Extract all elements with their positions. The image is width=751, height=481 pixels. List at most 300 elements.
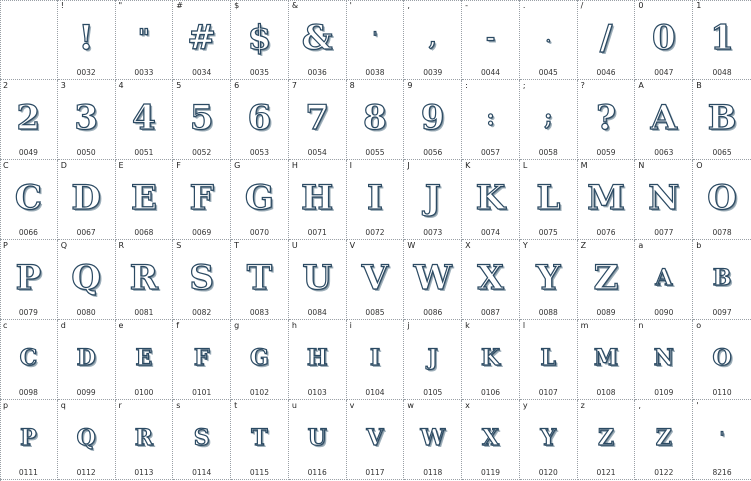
glyph-code-label: 0081 — [134, 308, 154, 317]
glyph-render: R — [134, 425, 154, 451]
glyph-code-label: 0089 — [596, 308, 616, 317]
glyph-cell[interactable] — [231, 240, 289, 320]
glyph-char-label: " — [118, 1, 123, 10]
glyph-cell[interactable] — [347, 400, 405, 480]
glyph-code-label: 0054 — [307, 148, 327, 157]
glyph-cell[interactable] — [693, 320, 751, 400]
glyph-code-label: 0084 — [307, 308, 327, 317]
glyph-render: W — [413, 258, 452, 298]
glyph-render: D — [71, 178, 101, 218]
glyph-cell[interactable] — [520, 0, 578, 80]
glyph-cell[interactable] — [520, 400, 578, 480]
glyph-code-label: 0086 — [423, 308, 443, 317]
glyph-render: # — [187, 18, 216, 58]
glyph-code-label: 0087 — [480, 308, 501, 317]
glyph-code-label: 0044 — [480, 68, 501, 77]
glyph-code-label: 0076 — [596, 228, 616, 237]
glyph-char-label: L — [522, 161, 528, 170]
glyph-char-label: 1 — [696, 1, 702, 10]
glyph-cell[interactable] — [116, 320, 174, 400]
glyph-render — [0, 11, 57, 65]
glyph-char-label: ; — [522, 81, 526, 90]
glyph-char-label: M — [580, 161, 588, 170]
glyph-render: Y — [536, 258, 561, 298]
glyph-render: K — [475, 178, 506, 218]
glyph-char-label: c — [3, 321, 8, 330]
glyph-code-label: 0103 — [307, 388, 327, 397]
glyph-code-label: 0039 — [423, 68, 443, 77]
glyph-render: ' — [719, 430, 725, 446]
glyph-code-label: 0097 — [712, 308, 732, 317]
glyph-render: Z — [655, 425, 672, 451]
glyph-char-label: I — [349, 161, 352, 170]
glyph-cell[interactable] — [347, 160, 405, 240]
glyph-render: $ — [247, 18, 272, 58]
glyph-cell[interactable] — [173, 80, 231, 160]
glyph-code-label: 0100 — [134, 388, 154, 397]
glyph-cell[interactable] — [347, 0, 405, 80]
glyph-cell[interactable] — [635, 400, 693, 480]
glyph-cell[interactable] — [347, 240, 405, 320]
glyph-char-label: E — [118, 161, 124, 170]
glyph-char-label: Q — [60, 241, 68, 250]
glyph-char-label: C — [3, 161, 9, 170]
glyph-render: N — [648, 178, 680, 218]
glyph-char-label: 3 — [60, 81, 66, 90]
glyph-cell[interactable] — [404, 320, 462, 400]
glyph-char-label: & — [291, 1, 299, 10]
glyph-cell[interactable] — [347, 80, 405, 160]
glyph-cell[interactable] — [58, 240, 116, 320]
glyph-code-label: 0069 — [192, 228, 212, 237]
glyph-cell[interactable] — [0, 320, 58, 400]
glyph-char-label: m — [580, 321, 589, 330]
glyph-render: Z — [598, 425, 615, 451]
glyph-cell[interactable] — [58, 0, 116, 80]
glyph-cell[interactable] — [693, 80, 751, 160]
glyph-code-label: 0052 — [192, 148, 212, 157]
glyph-render: X — [477, 258, 504, 298]
glyph-code-label: 0080 — [76, 308, 96, 317]
glyph-char-label: d — [60, 321, 66, 330]
glyph-render: Z — [593, 258, 619, 298]
glyph-render: B — [712, 265, 732, 291]
glyph-char-label: O — [696, 161, 703, 170]
glyph-char-label: l — [522, 321, 526, 330]
glyph-char-label: x — [465, 401, 470, 410]
glyph-cell[interactable] — [289, 240, 347, 320]
glyph-code-label: 0106 — [480, 388, 501, 397]
glyph-char-label: b — [696, 241, 702, 250]
glyph-cell[interactable] — [231, 320, 289, 400]
glyph-render: X — [481, 425, 500, 451]
glyph-code-label: 0120 — [538, 468, 558, 477]
glyph-cell[interactable] — [693, 160, 751, 240]
glyph-char-label: . — [522, 1, 526, 10]
glyph-cell[interactable] — [116, 0, 174, 80]
glyph-char-label: W — [407, 241, 416, 250]
glyph-char-label: v — [349, 401, 355, 410]
glyph-code-label: 0033 — [134, 68, 154, 77]
glyph-char-label: a — [638, 241, 644, 250]
glyph-char-label: - — [465, 1, 469, 10]
glyph-code-label: 0072 — [365, 228, 385, 237]
glyph-render: ' — [372, 30, 378, 46]
glyph-cell[interactable] — [404, 80, 462, 160]
glyph-cell[interactable] — [231, 0, 289, 80]
glyph-code-label: 0117 — [365, 468, 385, 477]
glyph-cell[interactable] — [289, 320, 347, 400]
glyph-char-label: Y — [522, 241, 528, 250]
glyph-char-label: 0 — [638, 1, 644, 10]
glyph-cell[interactable] — [462, 80, 520, 160]
glyph-code-label: 0116 — [307, 468, 327, 477]
glyph-char-label: 2 — [3, 81, 9, 90]
glyph-cell[interactable] — [578, 320, 636, 400]
glyph-cell[interactable] — [58, 160, 116, 240]
glyph-char-label: D — [60, 161, 67, 170]
glyph-code-label: 0099 — [76, 388, 96, 397]
glyph-code-label: 0090 — [654, 308, 674, 317]
glyph-render: W — [420, 425, 446, 451]
glyph-code-label: 0088 — [538, 308, 558, 317]
glyph-code-label: 0101 — [192, 388, 212, 397]
glyph-cell[interactable] — [231, 80, 289, 160]
glyph-code-label: 8216 — [712, 468, 732, 477]
glyph-render: 1 — [710, 18, 734, 58]
glyph-char-label: U — [291, 241, 298, 250]
glyph-code-label: 0077 — [654, 228, 674, 237]
glyph-char-label: T — [234, 241, 239, 250]
glyph-render: V — [361, 258, 389, 298]
glyph-render: 0 — [651, 18, 676, 58]
glyph-render: 3 — [74, 98, 98, 138]
glyph-char-label: t — [234, 401, 238, 410]
glyph-cell[interactable] — [520, 320, 578, 400]
glyph-render: J — [424, 178, 441, 218]
glyph-render: 8 — [363, 98, 387, 138]
glyph-cell[interactable] — [58, 80, 116, 160]
glyph-char-label: i — [349, 321, 352, 330]
glyph-cell[interactable] — [0, 400, 58, 480]
glyph-render: / — [599, 18, 613, 58]
glyph-cell[interactable] — [116, 400, 174, 480]
glyph-code-label: 0114 — [192, 468, 212, 477]
glyph-code-label: 0085 — [365, 308, 385, 317]
glyph-cell[interactable] — [635, 160, 693, 240]
glyph-char-label: g — [234, 321, 240, 330]
glyph-code-label: 0105 — [423, 388, 443, 397]
glyph-render: Q — [71, 258, 101, 298]
glyph-code-label: 0082 — [192, 308, 212, 317]
glyph-render: " — [138, 25, 150, 51]
glyph-render: V — [366, 425, 384, 451]
glyph-cell[interactable] — [0, 80, 58, 160]
glyph-cell[interactable] — [578, 400, 636, 480]
glyph-char-label: G — [234, 161, 241, 170]
glyph-code-label: 0107 — [538, 388, 558, 397]
glyph-cell[interactable] — [289, 400, 347, 480]
glyph-render: , — [428, 25, 437, 51]
glyph-char-label: A — [638, 81, 644, 90]
glyph-render: A — [655, 265, 673, 291]
glyph-cell[interactable] — [0, 160, 58, 240]
glyph-code-label: 0122 — [654, 468, 674, 477]
glyph-render: F — [193, 345, 210, 371]
glyph-code-label: 0057 — [480, 148, 501, 157]
glyph-char-label: B — [696, 81, 702, 90]
glyph-code-label: 0049 — [18, 148, 38, 157]
glyph-render: 5 — [189, 98, 214, 138]
glyph-render: E — [130, 178, 157, 218]
glyph-char-label: R — [118, 241, 125, 250]
glyph-render: H — [301, 178, 334, 218]
glyph-char-label: S — [176, 241, 182, 250]
glyph-code-label: 0055 — [365, 148, 385, 157]
glyph-render: . — [545, 30, 551, 46]
glyph-render: P — [15, 258, 42, 298]
glyph-code-label: 0078 — [712, 228, 732, 237]
glyph-cell[interactable] — [520, 160, 578, 240]
glyph-code-label: 0074 — [480, 228, 501, 237]
glyph-char-label: ' — [349, 1, 352, 10]
glyph-cell[interactable] — [462, 400, 520, 480]
glyph-code-label: 0046 — [596, 68, 616, 77]
glyph-char-label: 7 — [291, 81, 297, 90]
glyph-render: I — [367, 178, 383, 218]
glyph-code-label: 0121 — [596, 468, 616, 477]
glyph-render: T — [251, 425, 268, 451]
glyph-render: C — [14, 178, 42, 218]
glyph-code-label: 0108 — [596, 388, 616, 397]
glyph-cell[interactable] — [404, 0, 462, 80]
glyph-render: : — [486, 105, 495, 131]
glyph-render: & — [301, 18, 333, 58]
glyph-cell[interactable] — [116, 240, 174, 320]
glyph-code-label: 0051 — [134, 148, 154, 157]
glyph-code-label: 0056 — [423, 148, 443, 157]
glyph-render: ? — [596, 98, 616, 138]
glyph-char-label: J — [407, 161, 410, 170]
glyph-char-label: z — [580, 401, 585, 410]
glyph-char-label: f — [176, 321, 180, 330]
glyph-cell[interactable] — [347, 320, 405, 400]
glyph-cell[interactable] — [635, 320, 693, 400]
glyph-cell[interactable] — [462, 320, 520, 400]
glyph-render: T — [246, 258, 273, 298]
glyph-cell[interactable] — [404, 400, 462, 480]
glyph-render: U — [302, 258, 333, 298]
glyph-cell[interactable] — [693, 400, 751, 480]
glyph-render: D — [76, 345, 96, 371]
glyph-code-label: 0068 — [134, 228, 154, 237]
glyph-code-label: 0073 — [423, 228, 443, 237]
glyph-render: I — [369, 345, 381, 371]
glyph-char-label: 8 — [349, 81, 355, 90]
glyph-render: R — [129, 258, 159, 298]
glyph-char-label: 5 — [176, 81, 182, 90]
glyph-char-label: h — [291, 321, 297, 330]
glyph-cell[interactable] — [462, 0, 520, 80]
glyph-char-label: 4 — [118, 81, 124, 90]
glyph-code-label: 0110 — [712, 388, 732, 397]
glyph-char-label: # — [176, 1, 183, 10]
glyph-char-label: s — [176, 401, 181, 410]
glyph-code-label: 0066 — [18, 228, 38, 237]
glyph-render: ! — [78, 18, 94, 58]
glyph-char-label: / — [580, 1, 584, 10]
glyph-char-label: V — [349, 241, 356, 250]
glyph-char-label: u — [291, 401, 297, 410]
glyph-render: Y — [540, 425, 557, 451]
glyph-render: 6 — [247, 98, 272, 138]
glyph-cell[interactable] — [289, 0, 347, 80]
glyph-code-label: 0045 — [538, 68, 558, 77]
glyph-cell[interactable] — [578, 160, 636, 240]
glyph-code-label: 0113 — [134, 468, 154, 477]
glyph-render: ; — [544, 105, 553, 131]
glyph-char-label: H — [291, 161, 298, 170]
glyph-cell[interactable] — [231, 160, 289, 240]
glyph-render: 4 — [132, 98, 156, 138]
glyph-code-label: 0059 — [596, 148, 616, 157]
glyph-render: O — [707, 178, 737, 218]
glyph-code-label: 0058 — [538, 148, 558, 157]
glyph-render: G — [250, 345, 269, 371]
glyph-cell[interactable] — [404, 160, 462, 240]
glyph-cell[interactable] — [520, 240, 578, 320]
glyph-char-label: n — [638, 321, 644, 330]
glyph-code-label: 0102 — [249, 388, 269, 397]
glyph-code-label: 0118 — [423, 468, 443, 477]
glyph-render: L — [540, 345, 556, 371]
glyph-code-label: 0111 — [18, 468, 38, 477]
glyph-char-label: , — [407, 1, 410, 10]
glyph-cell[interactable] — [231, 400, 289, 480]
glyph-cell[interactable] — [173, 400, 231, 480]
glyph-render: M — [593, 345, 619, 371]
glyph-cell[interactable] — [404, 240, 462, 320]
glyph-render: C — [19, 345, 38, 371]
glyph-render: U — [307, 425, 327, 451]
glyph-char-label: 9 — [407, 81, 413, 90]
glyph-char-label: j — [407, 321, 410, 330]
glyph-render: J — [427, 345, 438, 371]
glyph-char-label: p — [3, 401, 9, 410]
glyph-code-label: 0063 — [654, 148, 674, 157]
glyph-code-label: 0098 — [18, 388, 38, 397]
glyph-cell[interactable] — [289, 160, 347, 240]
glyph-code-label: 0104 — [365, 388, 385, 397]
glyph-char-label: P — [3, 241, 8, 250]
glyph-cell[interactable] — [635, 80, 693, 160]
glyph-char-label: ! — [60, 1, 64, 10]
glyph-render: L — [536, 178, 561, 218]
glyph-char-label: Z — [580, 241, 587, 250]
glyph-code-label: 0034 — [192, 68, 212, 77]
glyph-char-label: ? — [580, 81, 585, 90]
glyph-cell[interactable] — [116, 160, 174, 240]
glyph-char-label: X — [465, 241, 471, 250]
glyph-code-label: 0035 — [249, 68, 269, 77]
glyph-char-label: q — [60, 401, 66, 410]
glyph-code-label: 0047 — [654, 68, 674, 77]
glyph-code-label: 0065 — [712, 148, 732, 157]
glyph-cell[interactable] — [58, 320, 116, 400]
glyph-code-label: 0112 — [76, 468, 96, 477]
glyph-cell[interactable] — [116, 80, 174, 160]
glyph-code-label: 0083 — [249, 308, 269, 317]
glyph-code-label: 0119 — [480, 468, 501, 477]
glyph-char-label: N — [638, 161, 645, 170]
glyph-code-label: 0036 — [307, 68, 327, 77]
glyph-render: A — [650, 98, 677, 138]
glyph-render: 9 — [420, 98, 445, 138]
glyph-cell[interactable] — [462, 240, 520, 320]
glyph-render: 7 — [305, 98, 330, 138]
glyph-code-label: 0038 — [365, 68, 385, 77]
glyph-cell[interactable] — [578, 0, 636, 80]
glyph-render: S — [189, 258, 214, 298]
glyph-cell[interactable] — [173, 0, 231, 80]
glyph-render: 2 — [16, 98, 41, 138]
glyph-render: B — [707, 98, 737, 138]
glyph-cell[interactable] — [173, 240, 231, 320]
glyph-cell[interactable] — [693, 240, 751, 320]
glyph-render: N — [653, 345, 674, 371]
glyph-char-label: ' — [696, 401, 699, 410]
glyph-char-label: o — [696, 321, 702, 330]
glyph-render: F — [189, 178, 214, 218]
glyph-code-label: 0050 — [76, 148, 96, 157]
glyph-char-label: r — [118, 401, 122, 410]
glyph-cell[interactable] — [578, 80, 636, 160]
glyph-code-label: 0032 — [76, 68, 96, 77]
glyph-code-label: 0070 — [249, 228, 269, 237]
glyph-code-label: 0075 — [538, 228, 558, 237]
glyph-cell[interactable] — [0, 0, 58, 80]
glyph-render: G — [244, 178, 274, 218]
glyph-cell[interactable] — [578, 240, 636, 320]
glyph-char-label: k — [465, 321, 470, 330]
glyph-render: K — [480, 345, 501, 371]
glyph-cell[interactable] — [58, 400, 116, 480]
glyph-cell[interactable] — [289, 80, 347, 160]
glyph-render: O — [712, 345, 732, 371]
glyph-char-label: K — [465, 161, 471, 170]
glyph-render: Q — [76, 425, 96, 451]
glyph-render: E — [135, 345, 153, 371]
glyph-char-label: : — [465, 81, 468, 90]
glyph-code-label: 0067 — [76, 228, 96, 237]
glyph-cell[interactable] — [635, 0, 693, 80]
glyph-cell[interactable] — [520, 80, 578, 160]
glyph-cell[interactable] — [635, 240, 693, 320]
glyph-cell[interactable] — [173, 160, 231, 240]
glyph-render: S — [193, 425, 210, 451]
glyph-cell[interactable] — [173, 320, 231, 400]
glyph-char-label: 6 — [234, 81, 240, 90]
glyph-char-label: $ — [234, 1, 240, 10]
glyph-char-label: w — [407, 401, 414, 410]
glyph-cell[interactable] — [693, 0, 751, 80]
glyph-render: M — [587, 178, 625, 218]
glyph-code-label: 0109 — [654, 388, 674, 397]
glyph-code-label: 0079 — [18, 308, 38, 317]
glyph-code-label: 0071 — [307, 228, 327, 237]
glyph-cell[interactable] — [0, 240, 58, 320]
glyph-cell[interactable] — [462, 160, 520, 240]
